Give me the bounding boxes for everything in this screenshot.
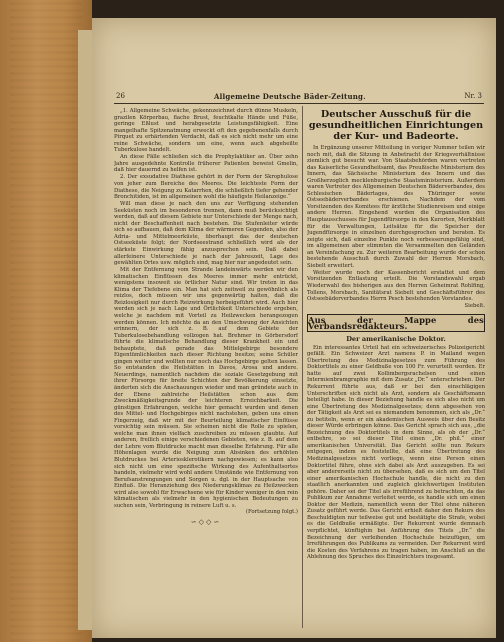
header-rule <box>114 103 484 104</box>
right-column <box>307 108 485 628</box>
left-paragraph: „1. Allgemeine Schwäche, gekennzeichnet durch dünne Muskeln, grazilen Körperbau, flache Brust, feuchtkalte Hände und Füße, geringe Eßlust und herabgesetzte Leistungsfähigkeit. Eine mangelhafte Spitzenatmung erweckt oft den gegebenenfalls durch Pirquet zu erhärtenden Verdacht, daß es sich nicht mehr um eine reine Schwäche, sondern um eine, wenn auch abgeheilte Tuberkulose handelt. <box>114 108 298 154</box>
page-number: 26 <box>116 92 125 100</box>
publication-title: Allgemeine Deutsche Bäder-Zeitung. <box>214 92 366 101</box>
body-paragraph: Ein interessantes Urteil hat ein schweizerisches Polizeigericht gefällt. Ein Schweizer Arzt namens P. in Mailand wegen Übertretung des Medizinalgesetzes zum Führung des Doktortitels zu einer Geldbuße von 100 Fr. verurteilt worden. Er hatte auf zwei Kollimbergsrachelsen und einen Intermienbramgraphie mit dem Zusatz „Dr.“ unterschrieben. Der Rekurrent führte aus, daß er bei den einschlägigen Unterschriften sich nicht als Arzt, sondern als Geschäftsmann beteiligt habe. In dieser Beziehung handle es sich also nicht um eine Übertretung des Medizinalgesetzes; denn abgesehen von der Tätigkeit als Arzt sei es niemandem benommen, sich als „Dr.“ zu betiteln, wenn er ein akademischen Ausweis über den Besitz dieser Würde erbringen könne. Das Gericht sprach sich aus, „die Bezeichnung des Doktortitels in dem Sinne, als ob der „Dr.“ entbehre, so sei dieser Titel einen „Dr. phil.“ einer amerikanischen Universität. Das Gericht sollte nun Rekurs entgegen, indem es feststellte, daß eine Übertretung des Medizinalgesetzes nicht vorliege, wenn eine Person einen Doktortitel führe, ohne sich dabei als Arzt auszugeben. Es sei aber andererseits nicht zu übersehen, daß es sich um den Titel einer amerikanischen Hochschule handle, die nicht zu den staatlich anerkannten und zugleich gleichwertigen Instituten gehöre. Daher sei der Titel als irreführend zu betrachten, da das Publikum zur Annahme verleitet werde, es handle sich um einen Doktor der Medizin, namentlich wenn der Titel ohne näheren Zusatz geführt werde. Das Gericht erhielt daher den Rekurs des Beschuldigten nur teilweise gut und bestätigte die Strafe, wobei es die Geldbuße ermäßigte. Der Rekurrent wurde demnach verpflichtet, künftighin bei Anführung des Titels „Dr.“ die Bezeichnung der verleihenden Hochschule beizufügen, um Irreführungen des Publikums zu vermeiden. Der Rekurrent wird die Kosten des Verfahrens zu tragen haben, im Anschluß an die Ablehnung des Spruches des Einzelrichters insgesamt. <box>307 344 485 561</box>
newspaper-page <box>92 18 496 638</box>
left-paragraph: 2. Der exsudative Diathese gehört in der Form der Skrophulose von jeher zum Bereiche des Meeres. Die leichteste Form der Diathese, die Neigung zu Katarrhen, die schließlich tiefer gehender Bronchitiden, ist im allgemeinen wohl die häufigste Heilanzeige.“ <box>114 174 298 201</box>
left-paragraph: Will man diese je nach den uns zur Verfügung stehenden Seeküsten noch im besonderen trennen, dann muß berücksichtigt werden, daß auf diesem Gebiete nur Unterschiede der Menge nach, nicht der Beschaffenheit nach bestehen. Die Stufenleiter würde sich so aufbauen, daß dem Klima der wärmeren Gegenden, also der Adria- und Mittelmeerküste, überhaupt das der deutschen Ostseeküste folgt; der Nordseestrand schließlich wird als der stärkste Einwirkung fähig anzusprechen sein. Daß dabei allerfeinere Unterschiede je nach der Jahreszeit, Lage des gewählten Ortes usw. möglich sind, mag hier nur angedeutet sein. <box>114 201 298 267</box>
article-paragraph: In Ergänzung unserer Mitteilung in voriger Nummer teilen wir noch mit, daß die Sitzung in Anbetracht der Kriegsverhältnisse ziemlich gut besucht war. Von Staatsbehörden waren vertreten das Kaiserliche Gesundheitsamt, das Preußische Ministerium des Innern, das Sächsische Ministerium des Innern und das Großherzoglich mecklenburgische Staatsministerium. Außerdem waren Vertreter des Allgemeinen Deutschen Bäderverbandes, des Schlesischen Bädertages, des Thüringer sowie Ostseebäderverbandes erschienen. Nachdem der vom Vorsitzenden des Komitees für ärztliche Studienreisen und einige andere Herren. Eingehend wurden die Organisation des Hauptausschusses für Jugendfürsorge in den Kurorten, Merkblatt für die Verwaltungen, Leitsätze für die Speicher der Jugendfürsorge in einzelnen durchgesprochen und beraten. Es zeigte sich, daß einzelne Punkte noch verbesserungsfähig sind, im allgemeinen aber stimmten die Versammelten den Geländen an Vereinfachung zu. Zur weiteren Bearbeitung wurde der schon bestehende Ausschuß durch Zuwahl der Herren Morsbach, Siebelt erweitert. <box>307 145 485 269</box>
subheading: Der amerikanische Doktor. <box>346 335 446 344</box>
issue-number: Nr. 3 <box>464 92 482 100</box>
article-title: Deutscher Ausschuß für die gesundheitlichen Einrichtungen der Kur- und Badeorte. <box>308 109 484 142</box>
continued-note: (Fortsetzung folgt.) <box>245 509 298 516</box>
article-signature: Siebelt. <box>464 302 485 309</box>
article-paragraph: Weiter wurde noch der Kassenbericht erstattet und dem Vorsitzenden Entlastung erteilt. Die Vorstandswahl ergab Wiederwahl des bisherigen aus den Herren Geheimrat Rohlfing, Tollens, Morsbach, Sanitätsrat Siebelt und Geschäftsführer des Ostseebäderverbandes Herrn Pesch bestehenden Vorstandes. <box>307 269 485 303</box>
end-ornament: ∽◇◇∽ <box>190 517 222 526</box>
column-divider <box>302 106 303 628</box>
left-paragraph: An diese Fälle schließen sich die Prophylaktiker an. Über zehn Jahre ausgedehnte Kontrolle früherer Patienten beweist Gmelin, daß hier dauernd zu helfen ist. <box>114 154 298 174</box>
section-banner: Aus der Mappe des Verbandsredakteurs. <box>308 314 484 332</box>
left-column <box>114 108 298 628</box>
left-paragraph: Mit der Entfernung vom Strande landeinwärts werden wir den klimatischen Einflüssen des Meeres immer mehr entrückt, wenigstens insoweit sie örtlicher Natur sind. Wir treten in das Klima der Tiefebene ein. Man hat sich zeitweil zu gewöhnlich als reizlos, doch müssen wir uns gegenwärtig halten, daß die Reizlosigkeit nur durch Reizwirkung herbeigeführt wird. Auch hier werden sich je nach Lage und Örtlichkeit Unterschiede ergeben, welche je nachdem mit Vorteil zu Heilzwecken herangezogen werden können. Ich möchte da an den Umschwung der Ansichten erinnern, der sich z. B. auf dem Gebiete der Tuberkulosebehandlung vollzogen hat. Brehmer in Görbersdorf führte die klimatische Behandlung dieser Krankheit ein und behauptete, daß gerade das Mittelgebirge besondere Eigentümlichkeiten nach dieser Richtung besitze; seine Schüler gingen weiter und wollten nur noch das Hochgebirge gelten lassen. So entstanden die Heilstätten in Davos, Arosa und andere. Neuerdings, namentlich nachdem die soziale Gesetzgebung mit ihrer Fürsorge für breite Schichten der Bevölkerung einsetzte, änderten sich die Anschauungen wieder und man gründete auch in der Ebene zahlreiche Heilstätten schon aus dem Zweckmäßigkeitsgrunde der leichteren Erreichbarkeit. Die günstigen Erfahrungen, welche hier gemacht wurden und denen des Mittel- und Hochgebirges nicht nachstehen, geben uns einen Fingerzeig, daß wir mit der Beurteilung klimatischer Einflüsse vorsichtig sein müssen. Sie scheinen nicht die Rolle zu spielen, welche man ihnen vielfach zuschreiben zu müssen glaubte. Auf anderen, freilich einige verschiedenen Gebieten, wie z. B. auf dem der Lehre vom Blutdrucke macht man dieselbe Erfahrung. Für alle Höhenlagen wurde die Neigung zum Absinken des erhöhten Blutdruckes bei Arteriosklerotikern nachgewiesen; es kann also sich nicht um eine spezifische Wirkung des Aufenthaltsortes handeln, vielmehr wird wohl andere Umstände wie Entfernung von Berufsanstrengungen und Sorgen u. dgl. in der Hauptsache von Einfluß. Die Heranziehung des Niederungsklimas zu Heilzwecken wird also sowohl für Erwachsene wie für Kinder weniger in den rein klimatischen als vielmehr in den hygienischen Bedeutungen zu suchen sein, Verbringung in reinere Luft u. s. <box>114 267 298 509</box>
